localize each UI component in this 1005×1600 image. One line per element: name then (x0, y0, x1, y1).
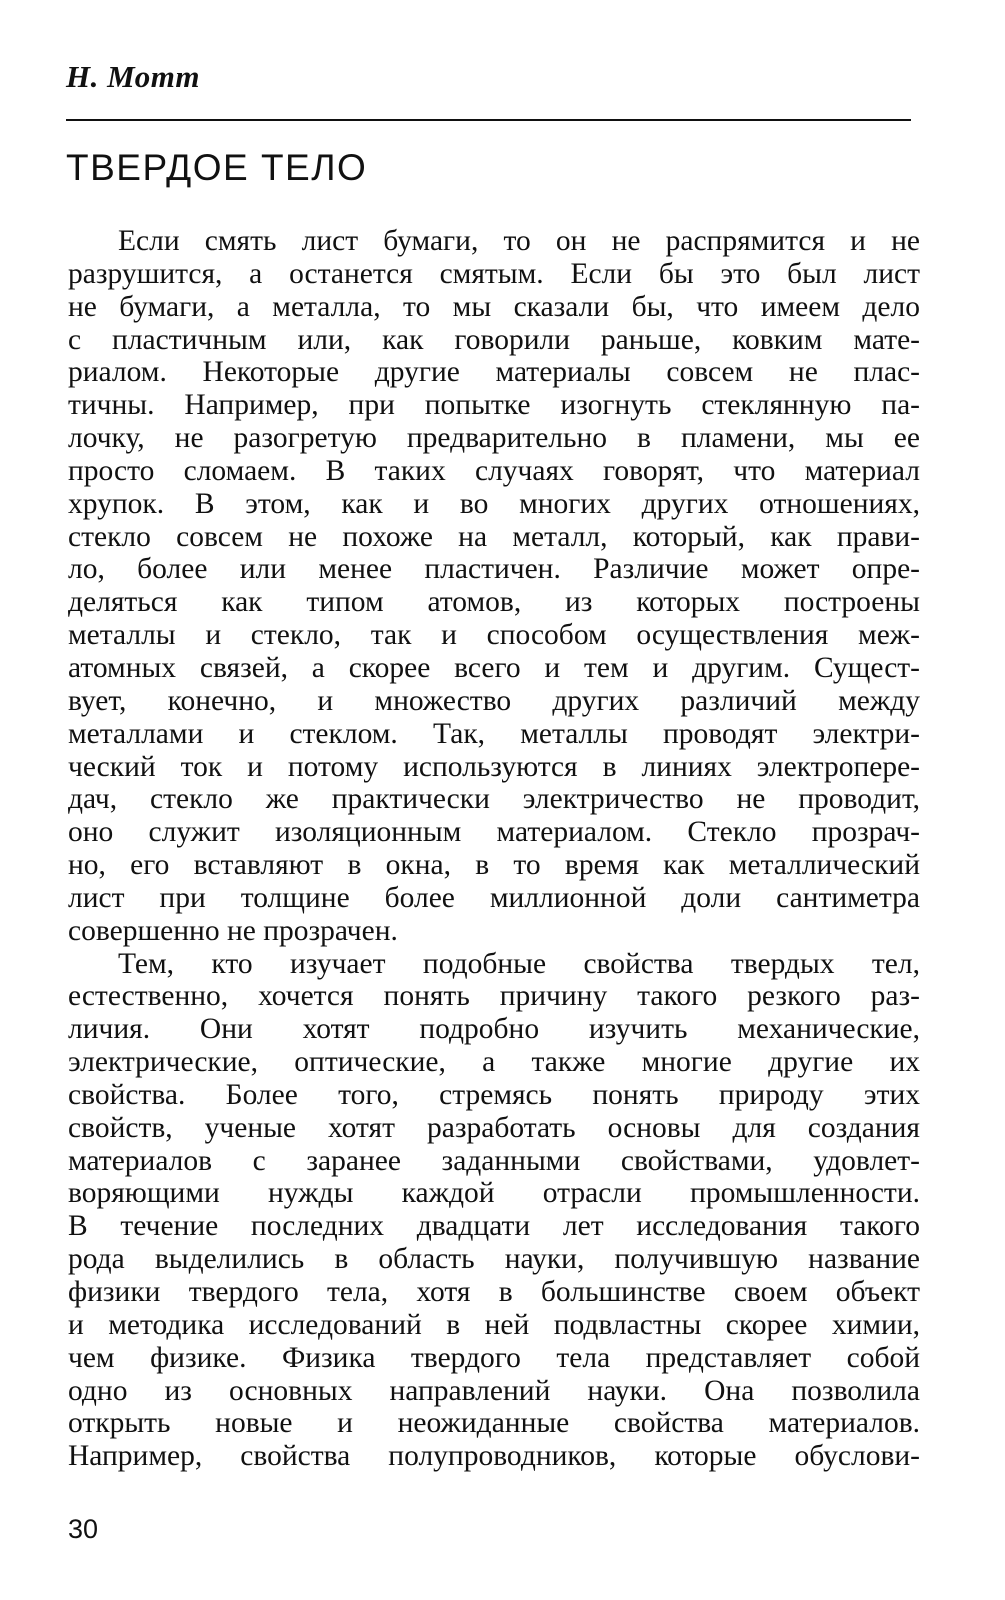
text-line: с пластичным или, как говорили раньше, ковким мате- (68, 323, 920, 356)
text-line: Например, свойства полупроводников, которые обуслови- (68, 1440, 920, 1473)
text-line: вует, конечно, и множество других различий между (68, 684, 920, 717)
text-line: чем физике. Физика твердого тела представляет собой (68, 1341, 920, 1374)
text-line: свойств, ученые хотят разработать основы для создания (68, 1111, 920, 1144)
text-line: металлы и стекло, так и способом осуществления меж- (68, 619, 920, 652)
text-line: деляться как типом атомов, из которых построены (68, 586, 920, 619)
text-line: естественно, хочется понять причину такого резкого раз- (68, 980, 920, 1013)
running-head-author: Н. Мотт (66, 59, 200, 94)
text-line: физики твердого тела, хотя в большинстве своем объект (68, 1276, 920, 1308)
text-line: тичны. Например, при попытке изогнуть стеклянную па- (68, 389, 920, 422)
text-line: риалом. Некоторые другие материалы совсем не плас- (68, 356, 920, 389)
text-line: рода выделились в область науки, получившую название (68, 1243, 920, 1276)
text-line: но, его вставляют в окна, в то время как металлический (68, 849, 920, 882)
text-line: лист при толщине более миллионной доли сантиметра (68, 881, 920, 914)
text-line: совершенно не прозрачен. (68, 914, 398, 947)
text-line: разрушится, а останется смятым. Если бы это был лист (68, 257, 920, 290)
body-text (68, 225, 920, 1473)
text-line: ческий ток и потому используются в линиях электропере- (68, 750, 920, 783)
text-line: воряющими нужды каждой отрасли промышленности. (68, 1177, 920, 1210)
header-rule (66, 119, 911, 121)
text-line: лочку, не разогретую предварительно в пламени, мы ее (68, 422, 920, 455)
text-line: ло, более или менее пластичен. Различие может опре- (68, 553, 920, 586)
text-line: атомных связей, а скорее всего и тем и другим. Сущест- (68, 651, 920, 684)
text-line: и методика исследований в ней подвластны скорее химии, (68, 1308, 920, 1341)
text-line: металлами и стеклом. Так, металлы проводят электри- (68, 717, 920, 750)
text-line: Тем, кто изучает подобные свойства твердых тел, (118, 947, 920, 980)
text-line: дач, стекло же практически электричество не проводит, (68, 783, 920, 816)
page-number: 30 (68, 1514, 99, 1544)
text-line: не бумаги, а металла, то мы сказали бы, что имеем дело (68, 290, 920, 323)
text-line: свойства. Более того, стремясь понять природу этих (68, 1078, 920, 1111)
text-line: личия. Они хотят подробно изучить механические, (68, 1013, 920, 1046)
text-line: хрупок. В этом, как и во многих других отношениях, (68, 487, 920, 520)
text-line: Если смять лист бумаги, то он не распрямится и не (118, 225, 920, 257)
text-line: электрические, оптические, а также многие другие их (68, 1046, 920, 1079)
text-line: материалов с заранее заданными свойствами, удовлет- (68, 1144, 920, 1177)
text-line: В течение последних двадцати лет исследования такого (68, 1210, 920, 1243)
text-line: стекло совсем не похоже на металл, который, как прави- (68, 520, 920, 553)
chapter-title: ТВЕРДОЕ ТЕЛО (66, 147, 368, 188)
text-line: оно служит изоляционным материалом. Стекло прозрач- (68, 816, 920, 849)
text-line: просто сломаем. В таких случаях говорят, что материал (68, 454, 920, 487)
text-line: одно из основных направлений науки. Она позволила (68, 1374, 920, 1407)
text-line: открыть новые и неожиданные свойства материалов. (68, 1407, 920, 1440)
